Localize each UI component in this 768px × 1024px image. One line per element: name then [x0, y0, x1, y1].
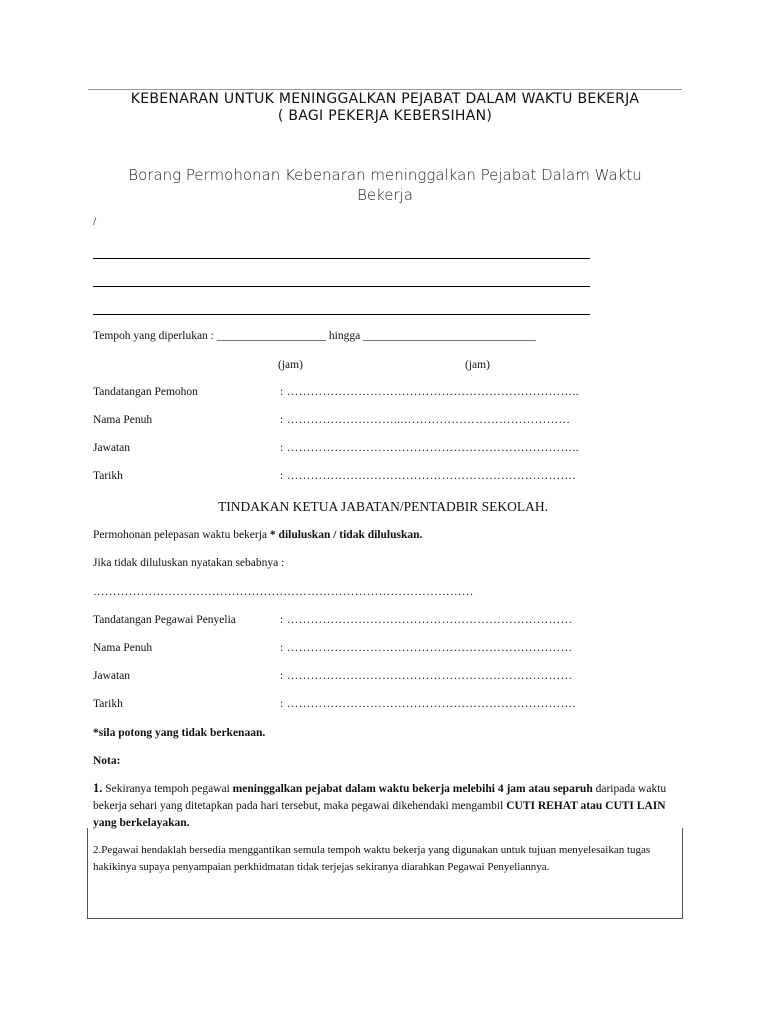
form-subtitle: Borang Permohonan Kebenaran meninggalkan Pejabat Dalam Waktu — [128, 166, 642, 184]
tempoh-row — [93, 330, 536, 342]
tempoh-label: Tempoh yang diperlukan : — [93, 330, 214, 342]
tempoh-to-field[interactable]: ______________________________ — [363, 330, 536, 342]
permohonan-text: Permohonan pelepasan waktu bekerja — [93, 529, 268, 541]
section-heading-dot: . — [544, 499, 549, 514]
field-label-tarikh: Tarikh — [93, 470, 123, 482]
note-2: 2.Pegawai hendaklah bersedia menggantikan semula tempoh waktu bekerja yang digunakan untuk tujuan menyelesaikan tugas hakikinya supaya penyampaian perkhidmatan tidak terjejas sekiranya diarahkan Pegawai Penyeliannya. — [93, 844, 651, 873]
page-title-sub: ( BAGI PEKERJA KEBERSIHAN) — [277, 108, 493, 124]
slash-mark: / — [93, 216, 97, 228]
section-heading — [93, 499, 673, 515]
top-rule — [88, 89, 682, 90]
reason-field[interactable]: …………………………………………………………………………………… — [93, 586, 474, 598]
note-1-part-c: daripada waktu bekerja sehari yang ditetapkan pada hari tersebut, maka pegawai dikehendaki mengambil — [93, 783, 667, 812]
permohonan-row — [93, 529, 422, 541]
officer-jawatan[interactable]: : ……………………………………………………………… — [280, 670, 573, 682]
approval-choice[interactable]: * diluluskan / tidak diluluskan. — [269, 529, 423, 541]
note-1-part-b: meninggalkan pejabat dalam waktu bekerja melebihi 4 jam atau separuh — [232, 783, 593, 795]
page-title: KEBENARAN UNTUK MENINGGALKAN PEJABAT DALAM WAKTU BEKERJA — [130, 91, 640, 107]
officer-nama[interactable]: : ……………………………………………………………… — [280, 642, 573, 654]
blank-line-2[interactable] — [93, 286, 590, 287]
tempoh-from-field[interactable]: ___________________ — [216, 330, 326, 342]
nota-title: Nota: — [93, 755, 121, 767]
officer-label-tandatangan: Tandatangan Pegawai Penyelia — [93, 614, 236, 626]
officer-tarikh[interactable]: : ………………………………………………………………. — [280, 698, 576, 710]
officer-tandatangan[interactable]: : ……………………………………………………………… — [280, 614, 573, 626]
section-heading-text: TINDAKAN KETUA JABATAN/PENTADBIR SEKOLAH — [217, 499, 545, 514]
strike-note: *sila potong yang tidak berkenaan. — [93, 727, 266, 739]
officer-label-tarikh: Tarikh — [93, 698, 123, 710]
jam-label-2: (jam) — [465, 359, 490, 371]
field-label-jawatan: Jawatan — [93, 442, 131, 454]
reason-label: Jika tidak diluluskan nyatakan sebabnya : — [93, 557, 285, 569]
field-label-tandatangan: Tandatangan Pemohon — [93, 386, 198, 398]
officer-label-nama: Nama Penuh — [93, 642, 153, 654]
form-subtitle-line2: Bekerja — [357, 186, 413, 204]
blank-line-3[interactable] — [93, 314, 590, 315]
blank-line-1[interactable] — [93, 258, 590, 259]
field-jawatan[interactable]: : ……………………………………………………………….. — [280, 442, 580, 454]
field-nama[interactable]: : ………………………...…………………………………… — [280, 414, 571, 426]
hingga-label: hingga — [328, 330, 361, 342]
note-1-number: 1. — [93, 781, 103, 795]
note-1-part-d: CUTI REHAT atau CUTI LAIN yang berkelayakan. — [93, 800, 666, 829]
officer-label-jawatan: Jawatan — [93, 670, 131, 682]
field-tandatangan[interactable]: : ……………………………………………………………….. — [280, 386, 580, 398]
note-1-part-a: Sekiranya tempoh pegawai — [102, 783, 233, 795]
field-tarikh[interactable]: : ………………………………………………………………. — [280, 470, 576, 482]
jam-label-1: (jam) — [278, 359, 303, 371]
field-label-nama: Nama Penuh — [93, 414, 153, 426]
note-1 — [93, 780, 673, 832]
